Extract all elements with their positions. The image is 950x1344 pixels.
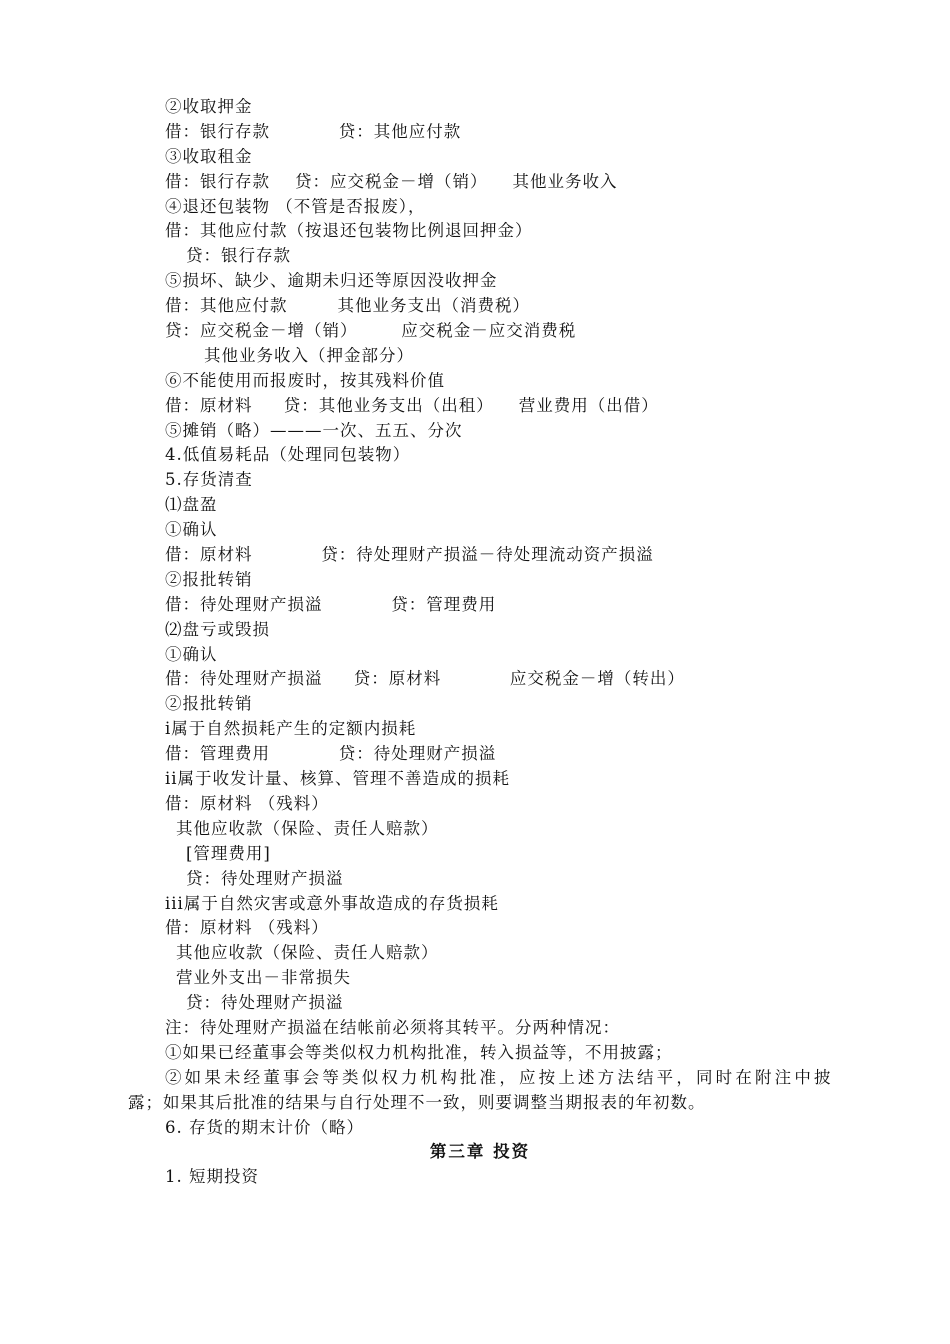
text-line: ④退还包装物 （不管是否报废），: [165, 196, 426, 216]
text-line: 其他业务收入（押金部分）: [204, 345, 414, 365]
text-line: 露；如果其后批准的结果与自行处理不一致，则要调整当期报表的年初数。: [128, 1092, 706, 1112]
text-line: ②收取押金: [165, 97, 253, 116]
text-line: 借：待处理财产损溢 贷：原材料 应交税金－增（转出）: [165, 669, 685, 689]
text-line: 贷：应交税金－增（销） 应交税金－应交消费税: [165, 321, 577, 341]
text-line: ②报批转销: [165, 694, 253, 714]
text-line: ⑤损坏、缺少、逾期未归还等原因没收押金: [165, 271, 498, 291]
document-body: [0, 95, 950, 1190]
text-line: 注：待处理财产损溢在结帐前必须将其转平。分两种情况：: [165, 1017, 620, 1037]
text-line: 借：原材料 贷：待处理财产损溢－待处理流动资产损溢: [165, 545, 654, 565]
text-line: 借：原材料 贷：其他业务支出（出租） 营业费用（出借）: [165, 395, 659, 415]
text-line: i属于自然损耗产生的定额内损耗: [165, 719, 417, 739]
text-line: 其他应收款（保险、责任人赔款）: [176, 943, 439, 963]
text-line: 6. 存货的期末计价（略）: [165, 1117, 364, 1137]
text-line: 借：其他应付款（按退还包装物比例退回押金）: [165, 221, 533, 241]
text-line: 借：原材料 （残料）: [165, 793, 329, 813]
text-line: [管理费用]: [186, 843, 271, 863]
chapter-heading: 第三章 投资: [429, 1142, 531, 1162]
text-line: 其他应收款（保险、责任人赔款）: [176, 818, 439, 838]
text-line: ①确认: [165, 644, 218, 664]
text-line: 贷：待处理财产损溢: [186, 993, 344, 1013]
text-line: ⑵盘亏或毁损: [165, 619, 270, 639]
text-line: ②报批转销: [165, 569, 253, 589]
text-line: iii属于自然灾害或意外事故造成的存货损耗: [165, 893, 499, 913]
text-line: ①确认: [165, 520, 218, 540]
text-line: ①如果已经董事会等类似权力机构批准，转入损益等，不用披露；: [165, 1042, 673, 1062]
text-line: 4.低值易耗品（处理同包装物）: [165, 445, 411, 465]
text-line: 借：银行存款 贷：其他应付款: [165, 121, 462, 141]
text-line: 5.存货清查: [165, 470, 253, 490]
text-line: ⑥不能使用而报废时，按其残料价值: [165, 370, 445, 390]
text-line: 借：待处理财产损溢 贷：管理费用: [165, 594, 497, 614]
text-line: ⑤摊销（略）———一次、五五、分次: [165, 420, 463, 440]
text-line: ii属于收发计量、核算、管理不善造成的损耗: [165, 769, 511, 789]
text-line: ⑴盘盈: [165, 495, 218, 515]
text-line: 1. 短期投资: [165, 1167, 259, 1187]
text-line: 借：原材料 （残料）: [165, 918, 329, 938]
text-line: 营业外支出－非常损失: [176, 968, 351, 988]
text-line: 借：其他应付款 其他业务支出（消费税）: [165, 296, 530, 316]
text-line: 借：管理费用 贷：待处理财产损溢: [165, 744, 497, 764]
text-line: 贷：银行存款: [186, 246, 291, 266]
text-line: 借：银行存款 贷：应交税金－增（销） 其他业务收入: [165, 171, 618, 191]
text-line: 贷：待处理财产损溢: [186, 868, 344, 888]
text-line: ③收取租金: [165, 146, 253, 166]
text-line: ②如果未经董事会等类似权力机构批准，应按上述方法结平，同时在附注中披: [165, 1067, 832, 1087]
